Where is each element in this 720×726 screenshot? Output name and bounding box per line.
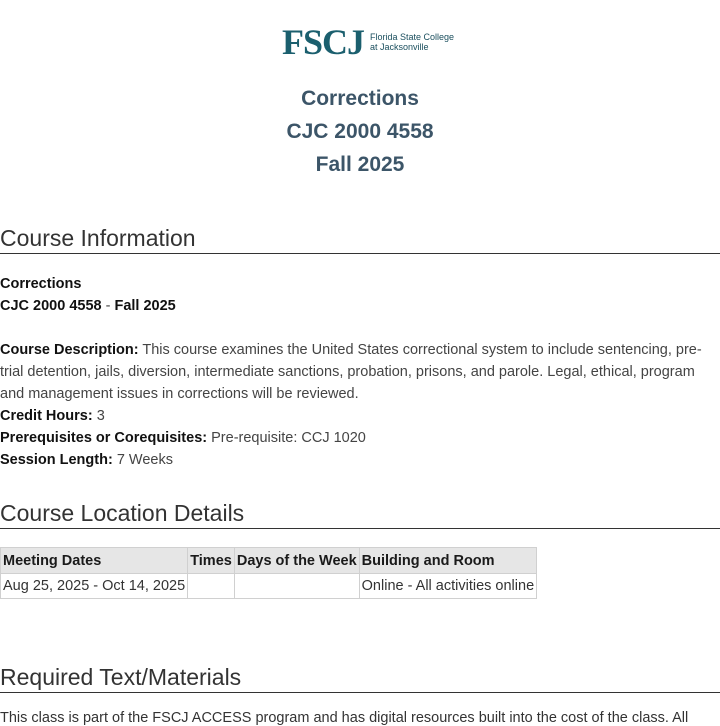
required-text-body: This class is part of the FSCJ ACCESS program and has digital resources built into the cost of the class. All [0, 710, 689, 726]
table-row [1, 574, 537, 599]
prerequisites: Prerequisites or Corequisites: Pre-requisite: CCJ 1020 [0, 430, 366, 446]
page-title [0, 82, 720, 181]
table-header-row [1, 548, 537, 574]
session-length: Session Length: 7 Weeks [0, 452, 173, 468]
credit-hours: Credit Hours: 3 [0, 408, 105, 424]
col-meeting-dates: Meeting Dates [1, 548, 188, 574]
cell-times [188, 574, 235, 599]
cell-building: Online - All activities online [359, 574, 536, 599]
col-building: Building and Room [359, 548, 536, 574]
title-course-code: CJC 2000 4558 [286, 120, 434, 143]
location-table [0, 547, 537, 599]
course-name: Corrections [0, 276, 82, 292]
required-text-heading: Required Text/Materials [0, 663, 720, 693]
title-term: Fall 2025 [315, 153, 405, 176]
col-days: Days of the Week [234, 548, 359, 574]
title-course-name: Corrections [301, 87, 419, 110]
course-details [0, 339, 718, 471]
fscj-logo [282, 24, 454, 60]
cell-days [234, 574, 359, 599]
cell-meeting-dates: Aug 25, 2025 - Oct 14, 2025 [1, 574, 188, 599]
logo-mark: FSCJ [282, 22, 365, 62]
course-identity [0, 273, 718, 317]
course-term: Fall 2025 [114, 298, 176, 314]
course-code: CJC 2000 4558 [0, 298, 102, 314]
logo-text: Florida State College at Jacksonville [370, 32, 455, 52]
separator: - [101, 298, 115, 314]
course-information-heading: Course Information [0, 224, 720, 254]
course-description: Course Description: This course examines the United States correctional system to include sentencing, pre-trial detention, jails, diversion, intermediate sanctions, probation, prisons, and parole. Legal, ethical, program and management issues in corrections will be reviewed. [0, 342, 702, 402]
course-location-heading: Course Location Details [0, 499, 720, 529]
col-times: Times [188, 548, 235, 574]
